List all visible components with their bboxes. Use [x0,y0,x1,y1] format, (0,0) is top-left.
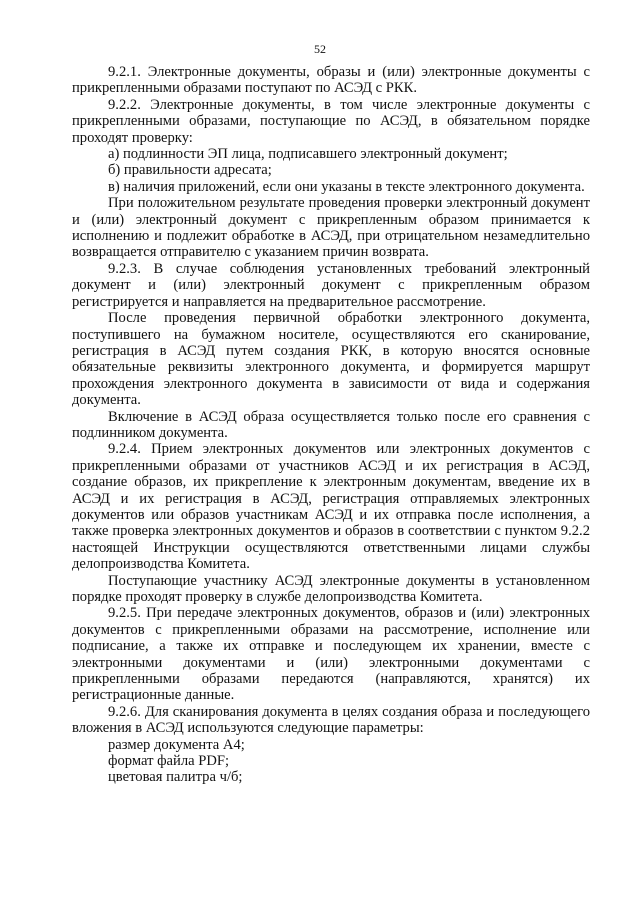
document-body [72,64,590,786]
paragraph-positive-result: При положительном результате проведения проверки электронный документ и (или) электронный документ с прикрепленным образом принимается к исполнению и подлежит обработке в АСЭД, при отрицательном незамедлительно возвращается отправителю с указанием причин возврата. [72,195,590,261]
paragraph-incoming-check: Поступающие участнику АСЭД электронные документы в установленном порядке проходят проверку в службе делопроизводства Комитета. [72,572,590,605]
param-palette: цветовая палитра ч/б; [108,769,243,786]
paragraph-9-2-6: 9.2.6. Для сканирования документа в целях создания образа и последующего вложения в АСЭД используются следующие параметры: [72,703,590,737]
paragraph-9-2-1: 9.2.1. Электронные документы, образы и (или) электронные документы с прикрепленными образами поступают по АСЭД с РКК. [72,64,590,97]
page-number: 52 [314,42,326,56]
list-item-a: а) подлинности ЭП лица, подписавшего электронный документ; [108,146,508,163]
list-item-b: б) правильности адресата; [108,162,272,179]
paragraph-9-2-4: 9.2.4. Прием электронных документов или электронных документов с прикрепленными образами от участников АСЭД и их регистрация в АСЭД, создание образов, их прикрепление к электронным документам, введение их в АСЭД и их регистрация в АСЭД, регистрация отправляемых электронных документов или образов участникам АСЭД и их отправка после исполнения, а также проверка электронных документов и образов в соответствии с пунктом 9.2.2 настоящей Инструкции осуществляются ответственными лицами службы делопроизводства Комитета. [72,441,590,573]
paragraph-9-2-2: 9.2.2. Электронные документы, в том числе электронные документы с прикрепленными образами, поступающие по АСЭД, в обязательном порядке проходят проверку: [72,96,590,146]
paragraph-primary-processing: После проведения первичной обработки электронного документа, поступившего на бумажном носителе, осуществляются его сканирование, регистрация в АСЭД путем создания РКК, в которую вносятся основные обязательные реквизиты электронного документа, и формируется маршрут прохождения электронного документа в зависимости от вида и содержания документа. [72,310,590,409]
list-item-v: в) наличия приложений, если они указаны в тексте электронного документа. [108,178,585,195]
paragraph-image-inclusion: Включение в АСЭД образа осуществляется только после его сравнения с подлинником документа. [72,408,590,441]
paragraph-9-2-3: 9.2.3. В случае соблюдения установленных требований электронный документ и (или) электронный документ с прикрепленным образом регистрируется и направляется на предварительное рассмотрение. [72,260,590,310]
paragraph-9-2-5: 9.2.5. При передаче электронных документов, образов и (или) электронных документов с прикрепленными образами на рассмотрение, исполнение или подписание, а также их отправке и последующем их хранении, вместе с электронными документами и (или) электронными документами с прикрепленными образами передаются (направляются, хранятся) их регистрационные данные. [72,605,590,704]
param-format: формат файла PDF; [108,753,230,770]
param-size: размер документа А4; [108,736,245,753]
